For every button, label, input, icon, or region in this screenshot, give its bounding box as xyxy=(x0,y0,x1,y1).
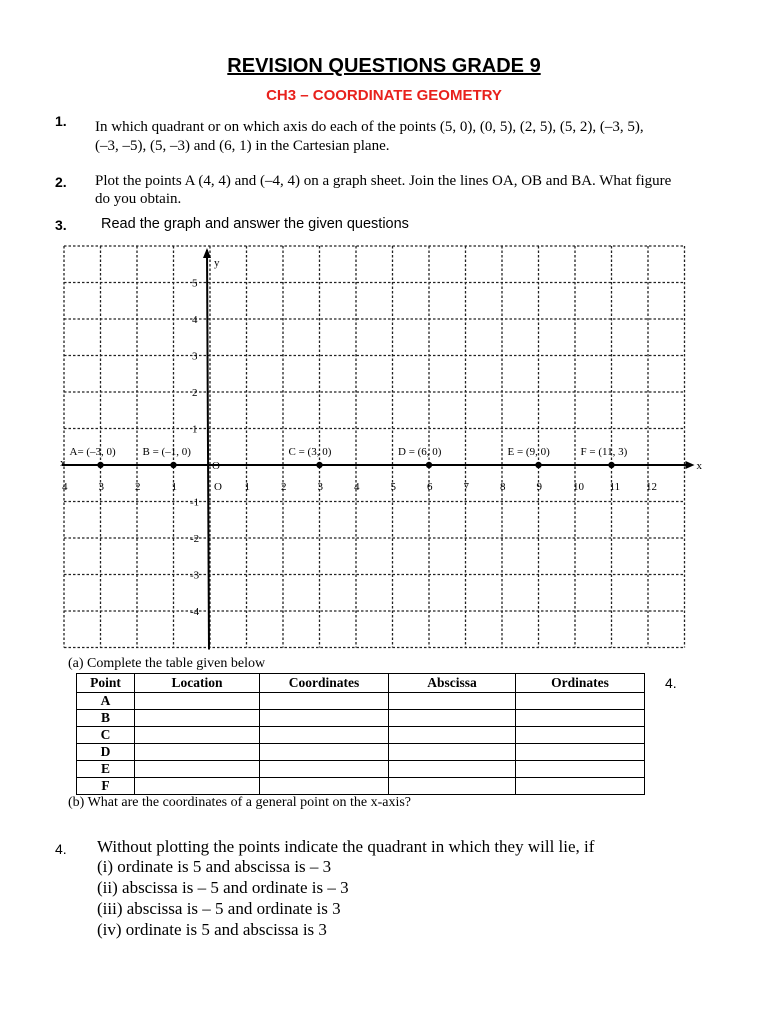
x-tick-label: 4 xyxy=(62,481,68,493)
table-row xyxy=(77,710,645,727)
point-marker xyxy=(316,462,322,468)
cell-coordinates[interactable] xyxy=(260,778,389,795)
coordinate-graph xyxy=(60,238,708,653)
question-4-intro: Without plotting the points indicate the quadrant in which they will lie, if xyxy=(97,837,595,856)
cell-abscissa[interactable] xyxy=(389,778,516,795)
cell-ordinate[interactable] xyxy=(516,710,645,727)
cell-location[interactable] xyxy=(135,693,260,710)
y-axis-label: y xyxy=(214,257,220,269)
question-3-number: 3. xyxy=(55,217,67,233)
point-marker xyxy=(535,462,541,468)
answer-table xyxy=(76,673,645,795)
question-4-part-iii: (iii) abscissa is – 5 and ordinate is 3 xyxy=(97,899,341,918)
table-header-row xyxy=(77,674,645,693)
x-tick-label: 1 xyxy=(244,481,250,493)
cell-coordinates[interactable] xyxy=(260,710,389,727)
cell-ordinate[interactable] xyxy=(516,761,645,778)
row-point: D xyxy=(77,744,135,761)
table-row xyxy=(77,761,645,778)
point-label: F = (11, 3) xyxy=(580,446,628,458)
question-4-part-i: (i) ordinate is 5 and abscissa is – 3 xyxy=(97,857,332,876)
origin-label: O xyxy=(212,460,220,472)
cell-coordinates[interactable] xyxy=(260,727,389,744)
x-tick-label: 9 xyxy=(536,481,542,493)
table-instruction: (a) Complete the table given below xyxy=(68,656,266,671)
col-header-abscissa: Abscissa xyxy=(389,674,516,693)
cell-ordinate[interactable] xyxy=(516,744,645,761)
table-row xyxy=(77,744,645,761)
y-tick-label: -1 xyxy=(190,496,200,509)
page-title: REVISION QUESTIONS GRADE 9 xyxy=(227,55,541,77)
point-marker xyxy=(608,462,614,468)
x-tick-label: 5 xyxy=(390,481,396,493)
row-point: E xyxy=(77,761,135,778)
cell-location[interactable] xyxy=(135,761,260,778)
x-axis-arrow xyxy=(686,461,695,469)
cell-abscissa[interactable] xyxy=(389,761,516,778)
cell-location[interactable] xyxy=(135,744,260,761)
question-1-line-2: (–3, –5), (5, –3) and (6, 1) in the Cartesian plane. xyxy=(95,138,390,154)
table-part-b: (b) What are the coordinates of a general point on the x-axis? xyxy=(68,795,411,810)
question-2-line-1: Plot the points A (4, 4) and (–4, 4) on a graph sheet. Join the lines OA, OB and BA. What figure xyxy=(95,173,672,189)
point-marker xyxy=(170,462,176,468)
x-tick-label: 4 xyxy=(354,481,360,493)
question-1-number: 1. xyxy=(55,113,67,129)
cell-location[interactable] xyxy=(135,727,260,744)
x-axis-label: x xyxy=(696,460,702,472)
x-tick-label: 2 xyxy=(281,481,287,493)
cell-ordinate[interactable] xyxy=(516,778,645,795)
cell-abscissa[interactable] xyxy=(389,710,516,727)
x-tick-label: 1 xyxy=(171,481,177,493)
point-marker xyxy=(97,462,103,468)
row-point: A xyxy=(77,693,135,710)
y-tick-label: -2 xyxy=(190,533,200,545)
y-tick-label: 5 xyxy=(192,277,198,290)
question-4-part-iv: (iv) ordinate is 5 and abscissa is 3 xyxy=(97,920,327,939)
x-tick-label: 10 xyxy=(573,481,584,493)
col-header-coordinates: Coordinates xyxy=(260,674,389,693)
point-label: E = (9, 0) xyxy=(507,446,550,458)
row-point: C xyxy=(77,727,135,744)
x-tick-label: 11 xyxy=(609,481,621,493)
cell-abscissa[interactable] xyxy=(389,727,516,744)
table-row xyxy=(77,778,645,795)
point-label: A= (–3, 0) xyxy=(69,446,116,458)
x-tick-label: 12 xyxy=(646,481,657,493)
col-header-location: Location xyxy=(135,674,260,693)
y-tick-label: 3 xyxy=(192,350,198,363)
y-axis xyxy=(207,250,209,650)
side-number: 4. xyxy=(665,675,677,691)
cell-location[interactable] xyxy=(135,710,260,727)
x-tick-label: 8 xyxy=(500,481,506,493)
question-1-line-1: In which quadrant or on which axis do each of the points (5, 0), (0, 5), (2, 5), (5, 2), (–3, 5), xyxy=(95,119,644,135)
question-4-number: 4. xyxy=(55,841,67,857)
y-tick-label: 1 xyxy=(192,423,198,436)
row-point: B xyxy=(77,710,135,727)
cell-abscissa[interactable] xyxy=(389,693,516,710)
col-header-ordinates: Ordinates xyxy=(516,674,645,693)
cell-ordinate[interactable] xyxy=(516,727,645,744)
cell-coordinates[interactable] xyxy=(260,761,389,778)
x-tick-label: 3 xyxy=(98,481,104,493)
point-label: B = (–1, 0) xyxy=(142,446,191,458)
x-tick-label: 6 xyxy=(427,481,433,493)
cell-abscissa[interactable] xyxy=(389,744,516,761)
y-tick-label: 4 xyxy=(192,314,198,326)
question-2-line-2: do you obtain. xyxy=(95,191,182,207)
question-3-text: Read the graph and answer the given questions xyxy=(101,216,409,232)
x-tick-label: O xyxy=(214,481,222,493)
x-tick-label: 3 xyxy=(317,481,323,493)
question-2-number: 2. xyxy=(55,174,67,190)
chapter-subtitle: CH3 – COORDINATE GEOMETRY xyxy=(266,87,502,104)
point-marker xyxy=(426,462,432,468)
table-row xyxy=(77,693,645,710)
cell-location[interactable] xyxy=(135,778,260,795)
cell-coordinates[interactable] xyxy=(260,693,389,710)
row-point: F xyxy=(77,778,135,795)
x-tick-label: 2 xyxy=(135,481,141,493)
col-header-point: Point xyxy=(77,674,135,693)
point-label: C = (3, 0) xyxy=(288,446,332,458)
cell-ordinate[interactable] xyxy=(516,693,645,710)
x-axis-label-negative: x xyxy=(60,457,66,469)
table-row xyxy=(77,727,645,744)
cell-coordinates[interactable] xyxy=(260,744,389,761)
x-tick-label: 7 xyxy=(463,481,469,493)
y-tick-label: 2 xyxy=(192,387,198,399)
y-tick-label: -4 xyxy=(190,606,200,618)
y-tick-label: -3 xyxy=(190,569,200,582)
point-label: D = (6, 0) xyxy=(398,446,442,458)
question-4-part-ii: (ii) abscissa is – 5 and ordinate is – 3 xyxy=(97,878,349,897)
